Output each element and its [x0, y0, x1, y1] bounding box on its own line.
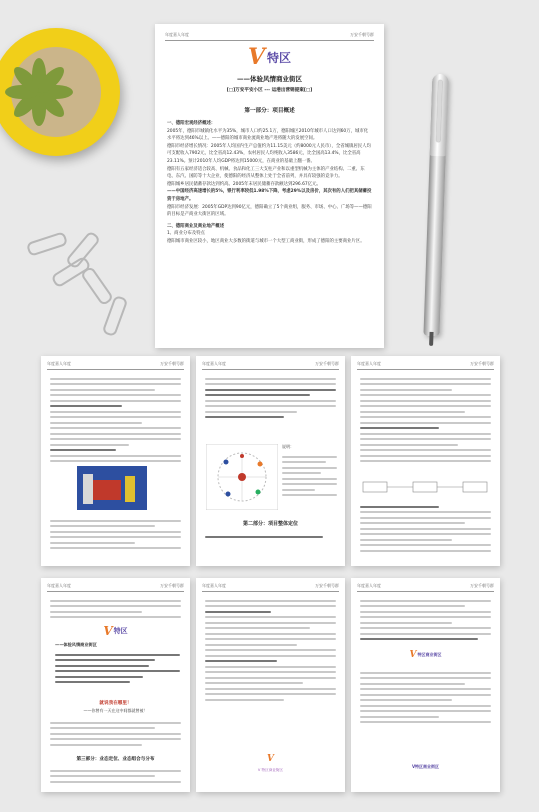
text-block	[360, 596, 491, 644]
cover-page	[155, 24, 384, 348]
page-header: 年度嘉人年度 万安千朝号群	[202, 361, 339, 370]
text-block	[50, 516, 181, 553]
part3-title: 第三部分：业态定位、业态组合与分布	[76, 757, 155, 762]
cover-project: [□]万安平安小区 --- 运港出营销提案[□]	[226, 88, 313, 93]
text-block	[360, 668, 491, 727]
flow-diagram	[361, 478, 489, 496]
page-header: 年度嘉人年度 万安千朝号群	[357, 361, 494, 370]
slogan-list	[55, 650, 180, 687]
legend-list	[282, 452, 337, 500]
page-zone-layout	[351, 578, 500, 792]
text-block	[360, 374, 491, 466]
text-block	[205, 532, 336, 541]
page-business-mix: 年度嘉人年度 万安千朝号群 V V 特区商业街区	[196, 578, 345, 792]
page-header: 年度嘉人年度 万安千朝号群	[47, 361, 184, 370]
radar-diagram	[206, 444, 278, 510]
page-header: 年度嘉人年度 万安千朝号群	[165, 32, 374, 41]
page-commercial-analysis	[41, 356, 190, 566]
cover-subtitle: ——体验风情商业街区	[237, 75, 302, 83]
logo-mark-icon: V	[103, 624, 113, 638]
text-block	[205, 596, 336, 704]
paperclip-icon	[26, 231, 68, 257]
logo-mark-icon: V	[267, 754, 274, 764]
text-block	[360, 502, 491, 555]
text-block	[50, 766, 181, 786]
text-block	[50, 596, 181, 622]
page-slogan: 年度嘉人年度 万安千朝号群 V 特区 ——体验风情商业街区 就说我在哪里！ ——你曾有一天在这中间都就曾被！ 第三部分：业态定位、业态组合与分布	[41, 578, 190, 792]
text-block	[50, 374, 181, 466]
paperclip-icon	[80, 266, 114, 307]
succulent-plant-icon	[0, 28, 120, 156]
brand-logo-small	[196, 754, 345, 764]
logo-mark-icon: V	[247, 44, 266, 70]
site-map-figure	[77, 466, 147, 510]
brand-logo-small: V 特区商业街区	[409, 650, 442, 660]
part2-title: 第二部分：项目整体定位	[242, 521, 298, 527]
brand-logo: V 特区	[103, 624, 128, 638]
brand-logo-small: V特区商业街区	[411, 764, 440, 769]
page-header: 年度嘉人年度 万安千朝号群	[357, 583, 494, 592]
pen-icon	[423, 74, 448, 336]
cover-body: 一、德阳宏观经济概述： 2005年，德阳市城镇化水平为35%，城市人口约25.1万，德阳城区2010年城市人口达到60万，城市化水平将达到46%以上。——德阳的城市商业流商业地产进将随大的发展空间。 德阳市经济增长情况：2005年人均国内生产总值约为11.15美元（约8000元人民币），全省城镇居民人均可支配收入7902元，比全省高12.43%，农村居民人均纯收入3586元，比全国高13.4%，比全省高23.11%。预计2010年人均GDP将达到15000元，在商业的基础上翻一番。 德阳有五家经济适合较高、机械、食品和化工三大支柱产业和以重型机械为主体的产业结构。二重、东电、东汽、国防等十大企业，使德阳的经济从整体上处于全省前列，并具有较强的竞争力。 德阳城乡居民储蓄存款达到约高。2005年末居民储蓄存款额达到296.67亿元。 ——中国经济高速增长的5%，银行利率较低1.98%下降，考虑29%以及房价，其次有的人们把其储蓄投资于房地产。 德阳市经济发展：2005年GDP达到90亿元，德阳确立了5个商业组，服务、市场、中心、广场等——德阳的目标是产商业大街区的区域。 二、德阳商业及商业地产概述 1、商业分布及特点 德阳城市商业区较小，地区商业大多数的街道与城市一个大型工商业街，形成了德阳的主要商业片区。	[167, 121, 372, 244]
page-header: 年度嘉人年度 万安千朝号群	[202, 583, 339, 592]
page-positioning: 年度嘉人年度 万安千朝号群 说明： 第二部分：项目整体定位	[196, 356, 345, 566]
text-block	[205, 374, 336, 422]
text-block	[50, 718, 181, 749]
logo-mark-icon: V	[409, 650, 417, 660]
page-header: 年度嘉人年度 万安千朝号群	[47, 583, 184, 592]
page-target-customers	[351, 356, 500, 566]
part1-title: 第一部分：项目概述	[244, 108, 295, 114]
brand-logo: V 特区	[247, 44, 292, 70]
